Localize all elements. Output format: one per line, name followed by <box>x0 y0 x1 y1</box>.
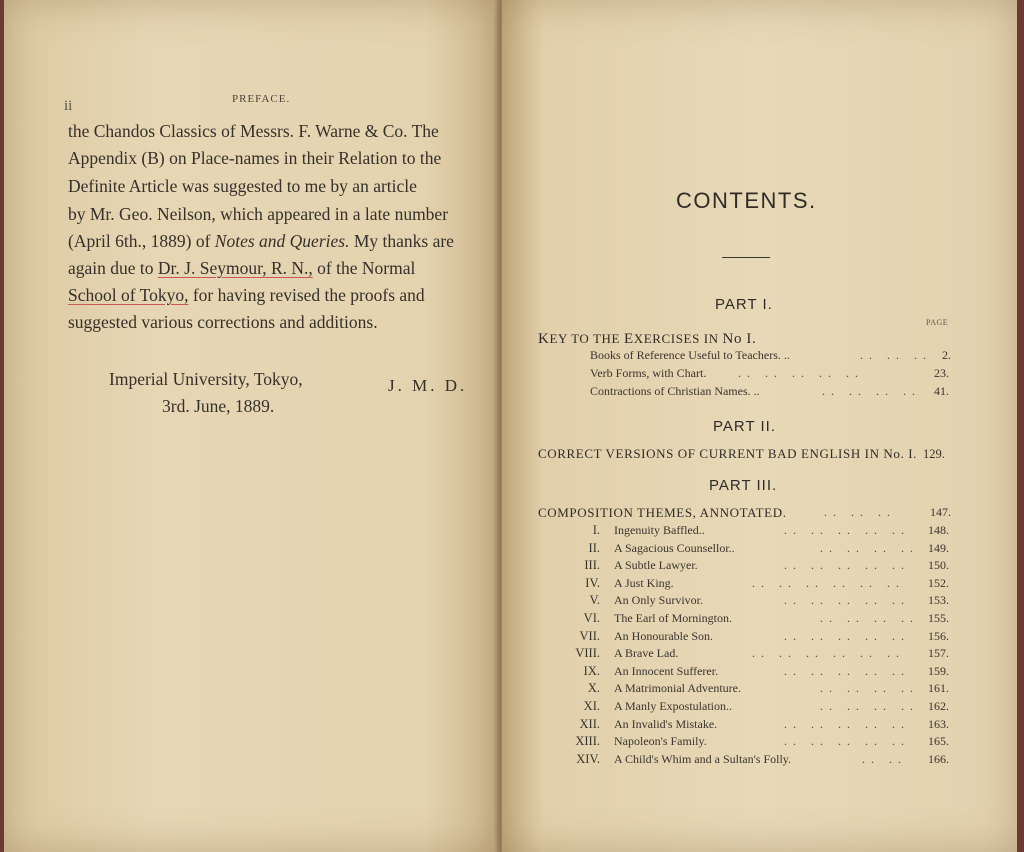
entry-page: 165. <box>928 734 949 748</box>
preface-line-8: suggested various corrections and additions. <box>68 312 378 332</box>
leader-dots: .. .. .. .. .. .. <box>752 646 905 660</box>
part-1-heading: PART I. <box>715 296 773 313</box>
leader-dots: .. .. .. .. <box>820 681 919 695</box>
leader-dots: .. .. .. .. .. <box>784 523 910 537</box>
part-2-heading: PART II. <box>713 418 777 435</box>
entry-title: The Earl of Mornington. <box>614 611 732 625</box>
preface-line-2: Appendix (B) on Place-names in their Relation to the <box>68 148 442 168</box>
leader-dots: .. .. .. .. .. <box>784 734 910 748</box>
leader-dots: .. .. .. .. .. <box>784 593 910 607</box>
part-3-page: 147. <box>930 505 951 519</box>
entry-page: 159. <box>928 664 949 678</box>
leader-dots: .. .. .. .. .. <box>784 629 910 643</box>
entry-title: A Matrimonial Adventure. <box>614 681 741 695</box>
entry-page: 2. <box>942 348 951 362</box>
entry-page: 152. <box>928 576 949 590</box>
underlined-school: School of Tokyo, <box>68 285 189 305</box>
entry-title: An Innocent Sufferer. <box>614 664 719 678</box>
entry-title: An Invalid's Mistake. <box>614 717 718 731</box>
part-3-heading: PART III. <box>709 477 778 494</box>
entry-roman-numeral: X. <box>587 681 600 695</box>
entry-title: Napoleon's Family. <box>614 734 707 748</box>
leader-dots: .. .. <box>862 752 907 766</box>
entry-page: 156. <box>928 629 949 643</box>
entry-roman-numeral: VII. <box>579 629 600 643</box>
entry-roman-numeral: XII. <box>579 717 600 731</box>
part-3-section: COMPOSITION THEMES, ANNOTATED. <box>538 505 787 520</box>
entry-page: 166. <box>928 752 949 766</box>
running-head: PREFACE. <box>232 93 291 105</box>
underlined-name: Dr. J. Seymour, R. N., <box>157 258 313 278</box>
leader-dots: .. .. .. .. <box>820 541 919 555</box>
signature-initials: J. M. D. <box>388 376 468 395</box>
entry-page: 150. <box>928 558 949 572</box>
signature-date: 3rd. June, 1889. <box>162 396 275 416</box>
entry-title: An Only Survivor. <box>614 593 704 607</box>
preface-line-4: by Mr. Geo. Neilson, which appeared in a late number <box>68 204 449 224</box>
right-page <box>502 0 1017 852</box>
entry-title: A Brave Lad. <box>614 646 679 660</box>
entry-page: 23. <box>934 366 949 380</box>
preface-line-1: the Chandos Classics of Messrs. F. Warne & Co. The <box>68 121 439 141</box>
leader-dots: .. .. .. .. <box>820 699 919 713</box>
entry-page: 162. <box>928 699 949 713</box>
entry-page: 161. <box>928 681 949 695</box>
list-item: Verb Forms, with Chart. <box>590 366 707 380</box>
preface-line-3: Definite Article was suggested to me by an article <box>68 176 417 196</box>
leader-dots: .. .. .. <box>824 505 896 519</box>
journal-title: Notes and Queries. <box>214 231 350 251</box>
entry-title: An Honourable Son. <box>614 629 713 643</box>
left-page <box>4 0 498 852</box>
entry-roman-numeral: XIII. <box>575 734 600 748</box>
entry-page: 148. <box>928 523 949 537</box>
entry-roman-numeral: III. <box>584 558 600 572</box>
page-number: ii <box>64 98 73 114</box>
entry-roman-numeral: VI. <box>583 611 600 625</box>
preface-line-5: (April 6th., 1889) of Notes and Queries. My thanks are <box>68 231 454 251</box>
entry-title: A Just King. <box>614 576 674 590</box>
preface-line-7: School of Tokyo, for having revised the proofs and <box>68 285 425 305</box>
leader-dots: .. .. .. .. .. <box>784 717 910 731</box>
preface-line-6: again due to Dr. J. Seymour, R. N., of the Normal <box>68 258 416 278</box>
entry-roman-numeral: V. <box>589 593 600 607</box>
part-1-section: KEY TO THE EXERCISES IN No I. <box>538 331 757 347</box>
entry-page: 41. <box>934 384 949 398</box>
entry-title: A Subtle Lawyer. <box>614 558 698 572</box>
entry-roman-numeral: IX. <box>583 664 600 678</box>
entry-page: 153. <box>928 593 949 607</box>
part-2-page: 129. <box>923 447 945 461</box>
leader-dots: .. .. .. .. <box>820 611 919 625</box>
entry-roman-numeral: XIV. <box>576 752 600 766</box>
entry-roman-numeral: II. <box>588 541 600 555</box>
leader-dots: .. .. .. <box>860 348 932 362</box>
entry-title: A Sagacious Counsellor.. <box>614 541 735 555</box>
entry-page: 163. <box>928 717 949 731</box>
entry-roman-numeral: IV. <box>585 576 600 590</box>
entry-page: 157. <box>928 646 949 660</box>
entry-roman-numeral: XI. <box>583 699 600 713</box>
entry-title: A Child's Whim and a Sultan's Folly. <box>614 752 791 766</box>
leader-dots: .. .. .. .. .. .. <box>752 576 905 590</box>
list-item: Books of Reference Useful to Teachers. .. <box>590 348 790 362</box>
entry-title: Ingenuity Baffled.. <box>614 523 705 537</box>
entry-roman-numeral: VIII. <box>575 646 600 660</box>
title-rule <box>722 257 770 258</box>
contents-title: CONTENTS. <box>676 188 817 213</box>
entry-roman-numeral: I. <box>592 523 600 537</box>
entry-page: 149. <box>928 541 949 555</box>
page-column-label: PAGE <box>926 318 949 327</box>
entry-title: A Manly Expostulation.. <box>614 699 732 713</box>
leader-dots: .. .. .. .. .. <box>738 366 864 380</box>
entry-page: 155. <box>928 611 949 625</box>
leader-dots: .. .. .. .. <box>822 384 921 398</box>
leader-dots: .. .. .. .. .. <box>784 558 910 572</box>
signature-place: Imperial University, Tokyo, <box>109 369 303 389</box>
list-item: Contractions of Christian Names. .. <box>590 384 760 398</box>
leader-dots: .. .. .. .. .. <box>784 664 910 678</box>
part-2-section: CORRECT VERSIONS OF CURRENT BAD ENGLISH IN No. I. <box>538 446 917 461</box>
